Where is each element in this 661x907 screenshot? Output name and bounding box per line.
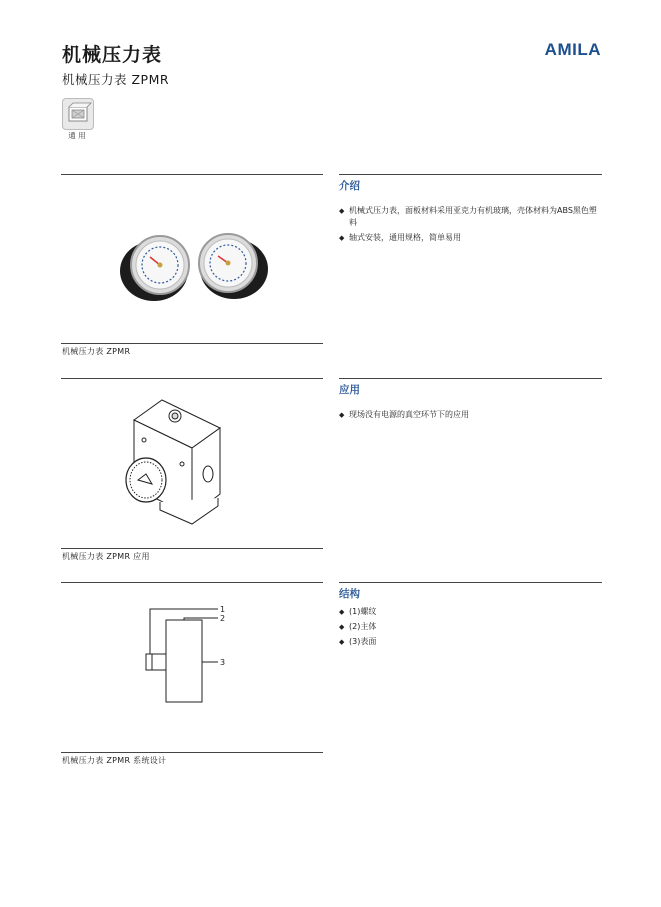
section-2-caption-rule <box>61 548 323 549</box>
page-title: 机械压力表 <box>62 44 163 66</box>
section-1-left-rule <box>61 174 323 175</box>
section-1-heading: 介绍 <box>339 180 360 192</box>
list-item: ◆ (3)表面 <box>339 636 601 648</box>
callout-label-2: 2 <box>220 614 226 623</box>
section-3-caption: 机械压力表 ZPMR 系统设计 <box>62 756 167 765</box>
section-1-bullets <box>339 205 601 247</box>
section-2-left-rule <box>61 378 323 379</box>
badge-label: 通 用 <box>68 131 86 140</box>
callout-label-3: 3 <box>220 658 226 667</box>
section-2-bullets <box>339 409 601 424</box>
section-3-caption-rule <box>61 752 323 753</box>
section-2-right-rule <box>339 378 602 379</box>
list-item: ◆ 机械式压力表，面板材料采用亚克力有机玻璃，壳体材料为ABS黑色塑料 <box>339 205 601 229</box>
section-1-caption: 机械压力表 ZPMR <box>62 347 131 356</box>
list-item: ◆ (2)主体 <box>339 621 601 633</box>
section-3-bullets <box>339 606 601 651</box>
application-line-drawing <box>120 398 230 526</box>
list-item: ◆ 轴式安装，通用规格，简单易用 <box>339 232 601 244</box>
section-3-right-rule <box>339 582 602 583</box>
structure-diagram <box>140 600 240 710</box>
brand-logo: AMILA <box>544 40 601 59</box>
section-1-caption-rule <box>61 343 323 344</box>
section-2-heading: 应用 <box>339 384 360 396</box>
general-use-icon <box>62 98 94 130</box>
list-item: ◆ 现场没有电源的真空环节下的应用 <box>339 409 601 421</box>
section-3-heading: 结构 <box>339 588 360 600</box>
gauge-product-photo <box>110 225 290 305</box>
section-1-right-rule <box>339 174 602 175</box>
callout-label-1: 1 <box>220 605 226 614</box>
section-3-left-rule <box>61 582 323 583</box>
page-subtitle: 机械压力表 ZPMR <box>62 72 170 87</box>
list-item: ◆ (1)螺纹 <box>339 606 601 618</box>
section-2-caption: 机械压力表 ZPMR 应用 <box>62 552 150 561</box>
